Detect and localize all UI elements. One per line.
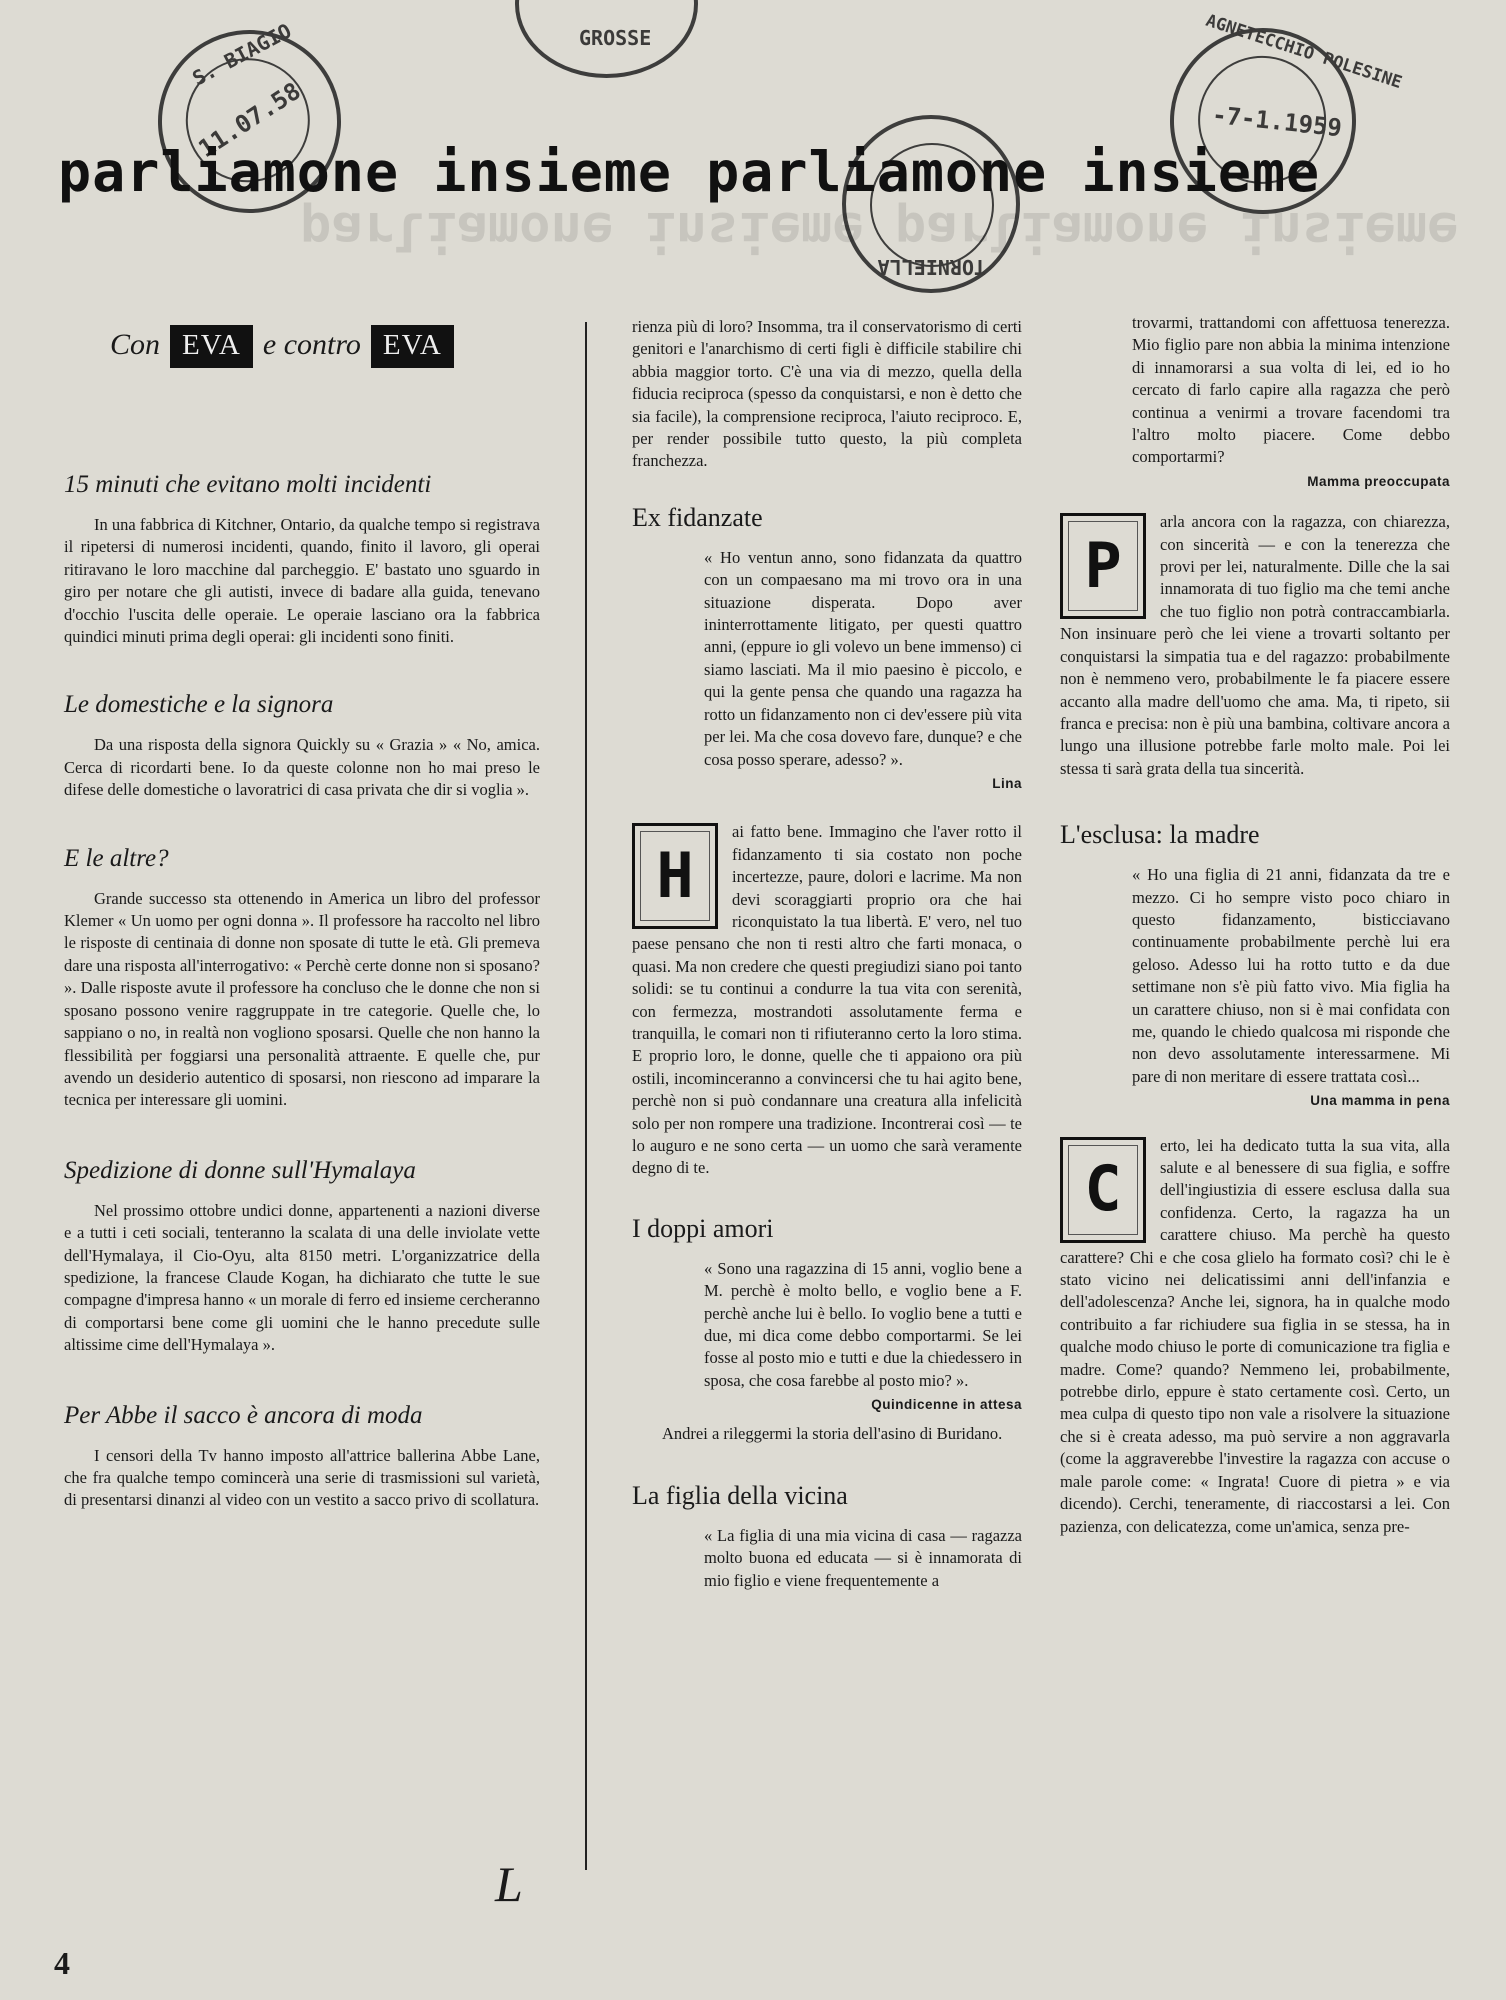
article-heading: L'esclusa: la madre [1060,820,1260,850]
article-heading: Le domestiche e la signora [64,691,334,719]
article-heading: Spedizione di donne sull'Hymalaya [64,1156,416,1184]
letter-signature: Quindicenne in attesa [871,1397,1022,1413]
column-title-eva-box-2: EVA [371,325,454,368]
page-number: 4 [54,1945,70,1981]
letter-signature: Lina [992,775,1022,791]
article-heading: 15 minuti che evitano molti incidenti [64,471,432,498]
column-title-con: Con [110,328,161,361]
reader-letter: « Sono una ragazzina di 15 anni, voglio bene a M. perchè è molto bello, e voglio bene a F. perchè anche lui è bello. Io voglio bene a tutti e due, mi dica come debbo comportarmi. Se lei fosse al posto mio e tutti e due la chiedessero in sposa, che cosa farebbe al posto mio? ». [704,1258,1022,1390]
masthead-show-through: parliamone insieme parliamone insieme [300,200,1459,260]
reply-block [632,821,1022,1180]
reader-letter: « La figlia di una mia vicina di casa — ragazza molto buona ed educata — si è innamorata di mio figlio e viene frequentemente a [704,1526,1022,1590]
editor-reply: erto, lei ha dedicato tutta la sua vita, alla salute e al benessere di sua figlia, e soffre dell'ingiustizia di essere esclusa dalla sua confidenza. Certo, la ragazza ha un carattere chiuso. Ma perchè ha questo carattere? Chi e che cosa glielo ha formato così? chi le è stato vicino nei delicatissimi anni dell'infanzia e dell'adolescenza? Anche lei, signora, ha in qualche modo contribuito a far richiudere sua figlia in se stessa, ha in qualche modo chiuso le porte di comunicazione tra figlia e madre. Come? quando? Nemmeno lei, probabilmente, potrebbe dirlo, eppure è stato certamente così. Certo, un mea culpa di questo tipo non vale a risolvere la situazione che si è creata adesso, ma può servire a non aggravarla (come la aggraverebbe l'investire la ragazza con accuse o male parole come: « Ingrata! Cuore di pietra » e via dicendo). Cerchi, teneramente, di riaccostarsi a lei. Con pazienza, con delicatezza, come un'amica, senza pre- [1060,1135,1450,1536]
reader-letter: trovarmi, trattandomi con affettuosa tenerezza. Mio figlio pare non abbia la minima intenzione di innamorarsi a sua volta di lei, ed io ho cercato di farlo capire alla ragazza che però continua a venirmi a trovare facendomi tra l'altro molto piacere. Come debbo comportarmi? [1132,313,1450,467]
stamp-text-polesine: AGNETECCHIO POLESINE [1203,10,1405,94]
article-body: In una fabbrica di Kitchner, Ontario, da qualche tempo si registrava il ripetersi di numerosi incidenti, quando, finito il lavoro, gli operai ritiravano le loro macchine dal parcheggio. E' bastato uno sguardo in giro per notare che gli autisti, invece di badare alla guida, tenevano d'occhio l'uscita delle operaie. Le operaie lasciano ora la fabbrica quindici minuti prima degli operai: gli incidenti sono finiti. [64,515,540,647]
editor-reply: Andrei a rileggermi la storia dell'asino di Buridano. [662,1423,1003,1443]
stamp-text-polesine-date: -7-1.1959 [1210,100,1344,143]
column-divider [585,322,587,1870]
article-heading: I doppi amori [632,1213,774,1243]
left-column [64,470,540,1518]
article-body: Grande successo sta ottenendo in America un libro del professor Klemer « Un uomo per ogni donna ». Il professore ha raccolto nel libro le risposte di centinaia di donne non sposate di tutte le età. Gli premeva dare una risposta all'interrogativo: « Perchè certe donne non si sposano? ». Dalle risposte avute il professore ha concluso che le donne che non si sposano possono venire raggruppate in tre categorie. Quelle che, lo sappiano o no, in realtà non vogliono sposarsi. Quelle che non hanno la flessibilità per foggiarsi una personalità attraente. E quelle che, pur avendo un desiderio autentico di sposarsi, non riescono ad imparare la tecnica per interessare gli uomini. [64,888,540,1110]
stamp-text-torniella: TORNIELLA [877,255,986,279]
right-column [1060,312,1450,1544]
reader-letter: « Ho una figlia di 21 anni, fidanzata da tre e mezzo. Ci ho sempre visto poco chiaro in questo fidanzamento, bisticciavano continuamente probabilmente perchè lui era geloso. Adesso lui ha rotto tutto e da due settimane non s'è più fatto vivo. Mia figlia ha un carattere chiuso, non si è mai confidata con me, quando le chiedo qualcosa mi risponde che non devo assolutamente interessarmene. Mi pare di non meritare di essere trattata così... [1132,865,1450,1086]
drop-cap-initial: C [1060,1137,1146,1243]
article-body: Nel prossimo ottobre undici donne, appartenenti a nazioni diverse e a tutti i ceti sociali, tenteranno la scalata di una delle inviolate vette dell'Hymalaya, il Cio-Oyu, alta 8150 metri. L'organizzatrice della spedizione, la francese Claude Kogan, ha dichiarato che tutte le sue compagne d'impresa hanno « un morale di ferro ed insieme cercheranno di comportarsi bene come gli uomini che le hanno precedute sulle altissime cime dell'Hymalaya ». [64,1200,540,1355]
article-body: Da una risposta della signora Quickly su « Grazia » « No, amica. Cerca di ricordarti bene. Io da queste colonne non ho mai preso le difese delle domestiche o lavoratrici di casa privata che dir si voglia ». [64,735,540,800]
article-heading: Ex fidanzate [632,502,763,532]
letter-signature: Mamma preoccupata [1307,473,1450,489]
column-title [110,325,464,368]
reply-block [1060,511,1450,780]
article-body: I censori della Tv hanno imposto all'attrice ballerina Abbe Lane, che fra qualche tempo comincerà una serie di trasmissioni sul varietà, di presentarsi dinanzi al video con un vestito a sacco privo di scollatura. [64,1445,540,1510]
drop-cap-initial: H [632,823,718,929]
article-heading: E le altre? [64,844,169,872]
middle-column [632,316,1022,1598]
editor-reply: arla ancora con la ragazza, con chiarezza, con sincerità — e con la tenerezza che provi per lei, naturalmente. Dille che la sai innamorata di tuo figlio ma che temi anche che tuo figlio non potrà contraccambiarla. Non insinuare però che lei viene a trovarti soltanto per conquistarsi la simpatia tua e del ragazzo: probabilmente non è nemmeno vero, probabilmente le fa piacere essere accanto alla madre dell'uomo che ama. Ma, ti ripeto, sii franca e precisa: non è più una bambina, coltivare ancora a lungo una illusione potrebbe farle molto male. Poi lei stessa ti sarà grata della tua sincerità. [1060,512,1450,778]
author-initial-flourish: L [495,1856,523,1912]
drop-cap-initial: P [1060,513,1146,619]
article-heading: Per Abbe il sacco è ancora di moda [64,1401,423,1429]
editor-reply: ai fatto bene. Immagino che l'aver rotto il fidanzamento ti sia costato non poche incertezze, paure, dolori e lacrime. Ma non devi scoraggiarti proprio ora che hai riconquistato la tua libertà. E' vero, nel tuo paese pensano che non ti resti altro che farti monaca, o quasi. Ma non credere che questi pregiudizi siano poi tanto solidi: se tu continui a condurre la tua vita con serenità, con fermezza, mostrandoti assolutamente ferma e tranquilla, le comari non ti rifiuteranno certo la loro stima. E proprio loro, le donne, quelle che ti appaiono ora più ostili, incominceranno a convincersi che tu hai agito bene, perchè non si può condannare una creatura alla infelicità solo per non rompere una tradizione. Incontrerai così — te lo auguro e ne sono certa — un uomo che sarà veramente degno di te. [632,822,1022,1178]
article-heading: La figlia della vicina [632,1481,848,1511]
column-title-contro: e contro [262,328,361,361]
article-body: rienza più di loro? Insomma, tra il conservatorismo di certi genitori e l'anarchismo di certi figli è difficile stabilire chi abbia maggior torto. C'è una via di mezzo, quella della fiducia reciproca (spesso da conquistarsi, e non è detto che sia facile), la comprensione reciproca, l'aiuto reciproco. E, per render possibile tutto questo, la più completa franchezza. [632,317,1022,471]
letter-signature: Una mamma in pena [1310,1093,1450,1109]
stamp-text-grosseto: GROSSE [579,26,652,50]
stamp-text-place: S. BIAGIO [188,18,296,91]
stamp-text-date: 11.07.58 [193,76,306,164]
postmark-stamp-grosseto [515,0,698,78]
reader-letter: « Ho ventun anno, sono fidanzata da quattro con un compaesano ma mi trovo ora in una situazione disperata. Dopo aver ininterrottamente litigato, per questi quattro anni, (eppure io gli volevo un bene immenso) ci siamo lasciati. Ma il mio paesino è piccolo, e qui la gente pensa che quando una ragazza ha rotto un fidanzamento non ci dev'essere più vita per lei. Ma che cosa dovevo fare, dunque? e che cosa posso sperare, adesso? ». [704,547,1022,769]
column-title-eva-box-1: EVA [170,325,253,368]
reply-block [1060,1135,1450,1538]
page-masthead: parliamone insieme parliamone insieme [58,140,1321,204]
